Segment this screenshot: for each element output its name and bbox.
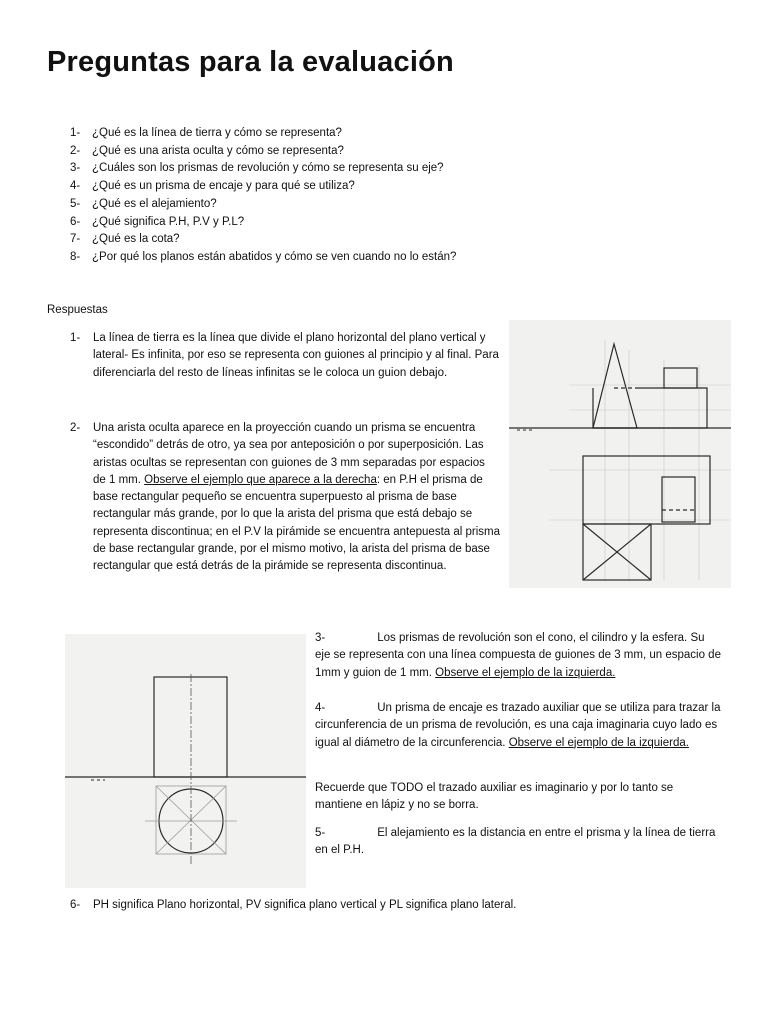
revolution-prism-example-image: [65, 634, 306, 888]
question-list: [70, 125, 456, 267]
list-item: [70, 249, 456, 267]
answer-text: [93, 420, 500, 576]
list-item: [70, 214, 456, 232]
list-item: [70, 178, 456, 196]
question-text: ¿Cuáles son los prismas de revolución y cómo se representa su eje?: [92, 162, 444, 175]
answer-2: [70, 420, 500, 576]
list-item: [70, 196, 456, 214]
question-number: 7-: [70, 233, 81, 246]
question-number: 8-: [70, 250, 81, 263]
example-reference-link: Observe el ejemplo que aparece a la derecha: [144, 473, 377, 486]
question-number: 2-: [70, 144, 81, 157]
answer-text: La línea de tierra es la línea que divide el plano horizontal del plano vertical y lateral- Es infinita, por eso se representa con guiones al principio y al final. Para diferenciarla del resto de líneas infinitas se le coloca un guion debajo.: [93, 332, 499, 379]
answer-text: PH significa Plano horizontal, PV significa plano vertical y PL significa plano lateral.: [93, 899, 517, 911]
example-reference-link: Observe el ejemplo de la izquierda.: [508, 736, 689, 749]
answers-heading: Respuestas: [47, 304, 108, 316]
cylinder-drawing: [65, 634, 306, 888]
answer-text-part: : en P.H el prisma de base rectangular pequeño se encuentra superpuesto al prisma de base rectangular más grande, por lo que la arista del prisma que está debajo se representa discontinua; en el P.V la pirámide se encuentra antepuesta al prisma de base rectangular grande, por el mismo motivo, la arista del prisma de base rectangular que está detrás de la pirámide se representa discontinua.: [93, 473, 501, 573]
page-title: Preguntas para la evaluación: [47, 46, 454, 78]
list-item: [70, 160, 456, 178]
question-number: 3-: [70, 162, 81, 175]
question-text: ¿Qué significa P.H, P.V y P.L?: [92, 215, 245, 228]
projection-drawing: [509, 320, 731, 588]
answer-text-part: Un prisma de encaje es trazado auxiliar que se utiliza para trazar la circunferencia de un prisma de revolución, es una caja imaginaria cuyo lado es igual al diámetro de la circunferencia.: [315, 702, 721, 749]
list-item: [70, 231, 456, 249]
question-number: 5-: [70, 197, 81, 210]
answer-number: 2-: [70, 422, 81, 434]
answer-number: 1-: [70, 332, 81, 344]
answer-6: [70, 897, 750, 914]
example-reference-link: Observe el ejemplo de la izquierda.: [435, 666, 616, 679]
answer-text-part: Una arista oculta aparece en la proyección cuando un prisma se encuentra “escondido” detrás de otro, ya sea por anteposición o por superposición. Las aristas ocultas se representan con guiones de 3 mm separadas por espacios de 1 mm.: [93, 422, 485, 486]
hidden-edge-example-image: [509, 320, 731, 588]
list-item: [70, 143, 456, 161]
answer-3: [315, 630, 723, 682]
list-item: [70, 125, 456, 143]
question-number: 4-: [70, 180, 81, 193]
question-number: 6-: [70, 215, 81, 228]
question-text: ¿Por qué los planos están abatidos y cómo se ven cuando no lo están?: [92, 250, 457, 263]
answer-number: 3-: [315, 632, 326, 644]
answer-1: [70, 330, 500, 382]
question-text: ¿Qué es el alejamiento?: [92, 197, 217, 210]
answer-text-part: Los prismas de revolución son el cono, el cilindro y la esfera. Su eje se representa con una línea compuesta de guiones de 3 mm, un espacio de 1mm y guion de 1 mm.: [315, 632, 721, 679]
question-text: ¿Qué es un prisma de encaje y para qué se utiliza?: [92, 180, 355, 193]
question-text: ¿Qué es una arista oculta y cómo se representa?: [92, 144, 344, 157]
answer-4: [315, 700, 723, 752]
answer-5: [315, 825, 723, 860]
question-text: ¿Qué es la línea de tierra y cómo se representa?: [92, 127, 342, 139]
question-text: ¿Qué es la cota?: [92, 233, 180, 246]
answer-text: El alejamiento es la distancia en entre el prisma y la línea de tierra en el P.H.: [315, 827, 716, 857]
answer-number: 4-: [315, 702, 326, 714]
answer-number: 5-: [315, 827, 326, 839]
reminder-note: Recuerde que TODO el trazado auxiliar es imaginario y por lo tanto se mantiene en lápiz y no se borra.: [315, 782, 674, 812]
question-number: 1-: [70, 127, 81, 139]
answer-number: 6-: [70, 899, 81, 911]
